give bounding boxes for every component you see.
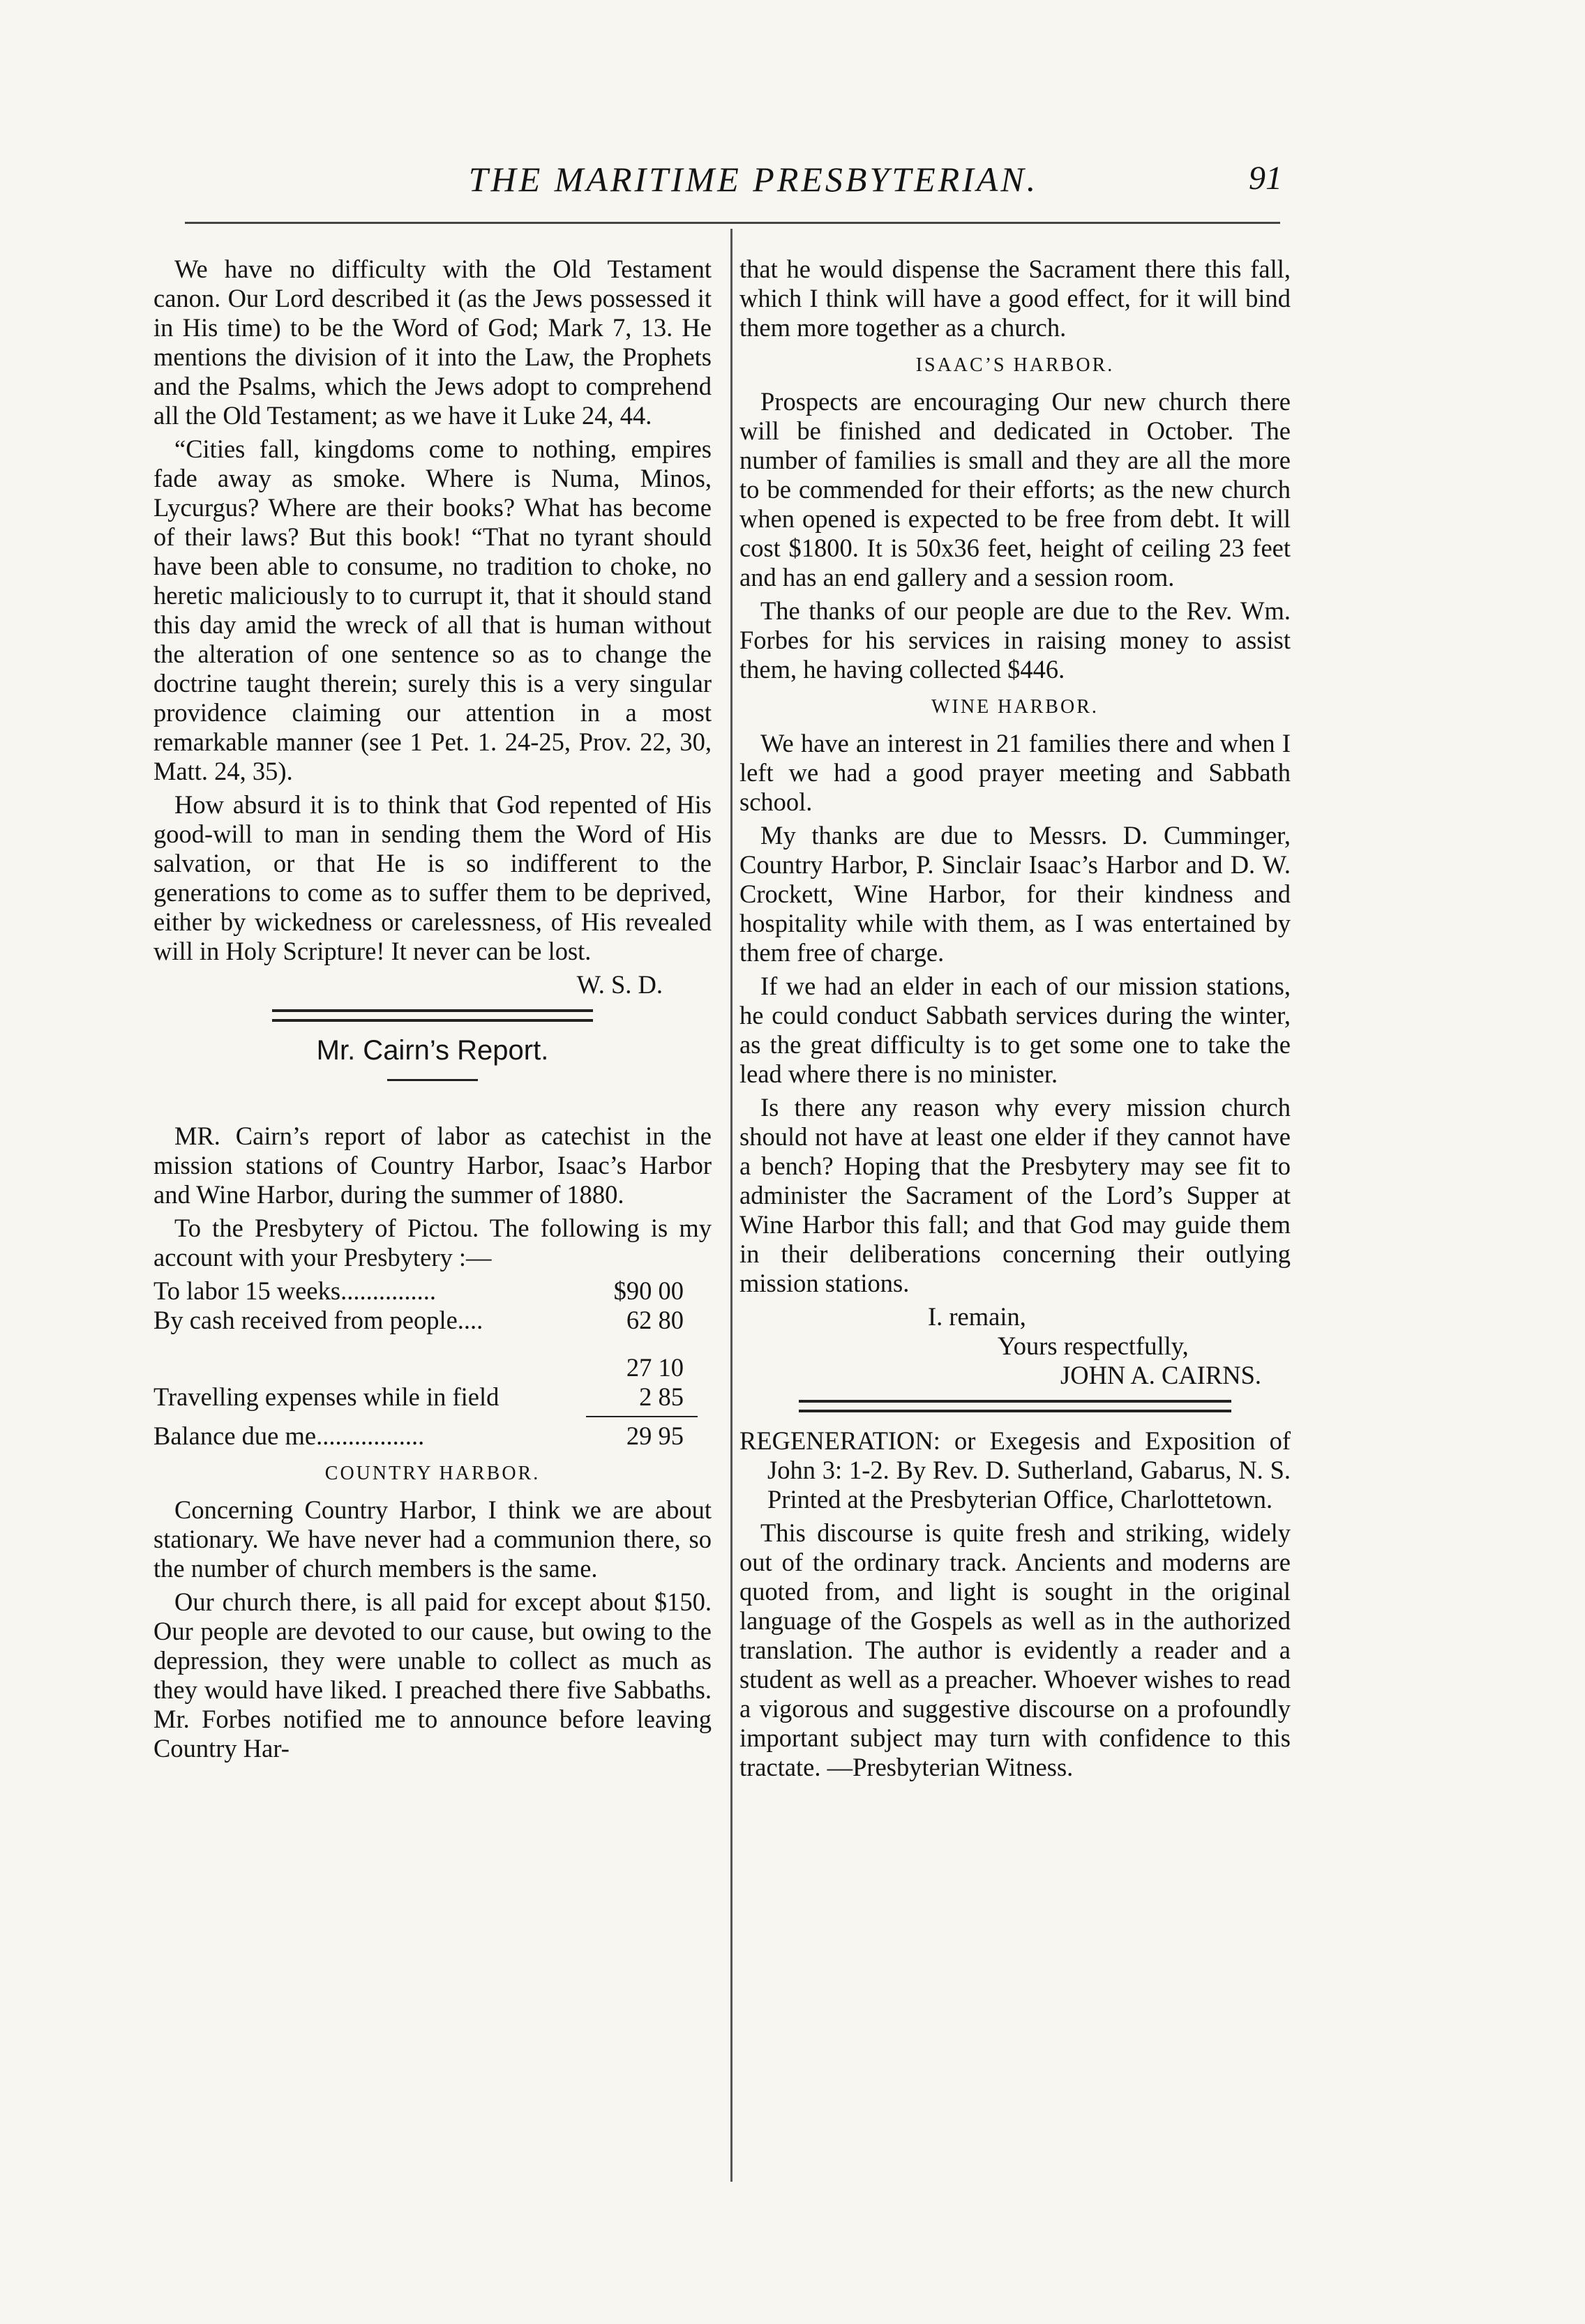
account-label: Balance due me................. [153, 1421, 425, 1450]
paragraph: that he would dispense the Sacrament there this fall, which I think will have a good effect, for it will bind them more together as a church. [739, 255, 1291, 342]
account-row [153, 1382, 698, 1412]
account-label: To labor 15 weeks............... [153, 1276, 436, 1305]
account-amount: $90 00 [613, 1276, 684, 1305]
letter-closing [739, 1302, 1291, 1390]
subsection-heading: WINE HARBOR. [931, 696, 1099, 718]
account-label: By cash received from people.... [153, 1306, 483, 1334]
signature: W. S. D. [576, 970, 663, 999]
account-amount: 2 85 [639, 1382, 684, 1411]
section-heading: Mr. Cairn’s Report. [316, 1035, 549, 1066]
closing-line: I. remain, [928, 1302, 1026, 1331]
subsection-heading: ISAAC’S HARBOR. [915, 354, 1115, 376]
report-intro: MR. Cairn’s report of labor as catechist in the mission stations of Country Harbor, Isaac’s Harbor and Wine Harbor, during the summer of 1880. [153, 1122, 712, 1209]
short-divider [387, 1079, 478, 1081]
paragraph: The thanks of our people are due to the Rev. Wm. Forbes for his services in raising money to assist them, he having collected $446. [739, 596, 1291, 684]
page-header [0, 159, 1585, 201]
account-row [153, 1306, 698, 1335]
paragraph: This discourse is quite fresh and striking, widely out of the ordinary track. Ancients and moderns are quoted from, and light is sought in the original language of the Gospels as well as in the authorized translation. The author is evidently a reader and a student as well as a preacher. Whoever wishes to read a vigorous and suggestive discourse on a profoundly important subject may turn with confidence to this tractate. —Presbyterian Witness. [739, 1518, 1291, 1781]
paragraph: My thanks are due to Messrs. D. Cumminger, Country Harbor, P. Sinclair Isaac’s Harbor and D. W. Crockett, Wine Harbor, for their kindness and hospitality while with them, as I was entertained by them free of charge. [739, 821, 1291, 967]
paragraph: “Cities fall, kingdoms come to nothing, empires fade away as smoke. Where is Numa, Minos, Lycurgus? Where are their books? What has become of their laws? But this book! “That no tyrant should have been able to consume, no tradition to choke, no heretic maliciously to to currupt it, that it should stand this day amid the wreck of all that is human without the alteration of one sentence so as to change the doctrine taught therein; surely this is a very singular providence claiming our attention in a most remarkable manner (see 1 Pet. 1. 24-25, Prov. 22, 30, Matt. 24, 35). [153, 435, 712, 785]
column-divider [730, 229, 733, 2182]
header-rule [185, 222, 1280, 224]
paragraph: How absurd it is to think that God repented of His good-will to man in sending them the Word of His salvation, or that He is so indifferent to the generations to come as to suffer them to be deprived, either by wickedness or carelessness, of His revealed will in Holy Scripture! It never can be lost. [153, 790, 712, 965]
right-column [739, 255, 1291, 1786]
section-divider [799, 1400, 1231, 1412]
account-amount: 62 80 [626, 1306, 684, 1334]
subsection-heading: COUNTRY HARBOR. [324, 1463, 541, 1484]
spacer [153, 1335, 698, 1353]
left-column [153, 255, 712, 1767]
review-citation: REGENERATION: or Exegesis and Exposition of John 3: 1-2. By Rev. D. Sutherland, Gabarus, N. S. Printed at the Presbyterian Office, Charlottetown. [739, 1426, 1291, 1514]
closing-line: Yours respectfully, [998, 1331, 1189, 1360]
paragraph: Is there any reason why every mission church should not have at least one elder if they cannot have a bench? Hoping that the Presbytery may see fit to administer the Sacrament of the Lord’s Supper at Wine Harbor this fall; and that God may guide them in their deliberations concerning their outlying mission stations. [739, 1093, 1291, 1297]
paragraph: We have an interest in 21 families there and when I left we had a good prayer meeting and Sabbath school. [739, 729, 1291, 816]
report-address: To the Presbytery of Pictou. The following is my account with your Presbytery :— [153, 1214, 712, 1272]
account-row [153, 1353, 698, 1382]
paragraph: Our church there, is all paid for except about $150. Our people are devoted to our cause, but owing to the depression, they were unable to collect as much as they would have liked. I preached there five Sabbaths. Mr. Forbes notified me to announce before leaving Country Har- [153, 1587, 712, 1763]
running-title: THE MARITIME PRESBYTERIAN. [468, 160, 1039, 199]
paragraph: We have no difficulty with the Old Testament canon. Our Lord described it (as the Jews possessed it in His time) to be the Word of God; Mark 7, 13. He mentions the division of it into the Law, the Prophets and the Psalms, which the Jews adopt to comprehend all the Old Testament; as we have it Luke 24, 44. [153, 255, 712, 430]
account-amount: 29 95 [626, 1421, 684, 1450]
sum-rule [586, 1416, 698, 1417]
account-table [153, 1276, 698, 1451]
closing-name: JOHN A. CAIRNS. [1060, 1361, 1261, 1389]
account-subtotal: 27 10 [626, 1353, 684, 1382]
paragraph: Concerning Country Harbor, I think we are about stationary. We have never had a communion there, so the number of church members is the same. [153, 1495, 712, 1583]
account-row [153, 1421, 698, 1451]
page-number: 91 [1249, 160, 1282, 197]
account-label: Travelling expenses while in field [153, 1382, 499, 1411]
book-review [739, 1426, 1291, 1782]
paragraph: If we had an elder in each of our mission stations, he could conduct Sabbath services during the winter, as the great difficulty is to get some one to take the lead where there is no minister. [739, 972, 1291, 1088]
account-row [153, 1276, 698, 1306]
paragraph: Prospects are encouraging Our new church there will be finished and dedicated in October. The number of families is small and they are all the more to be commended for their efforts; as the new church when opened is expected to be free from debt. It will cost $1800. It is 50x36 feet, height of ceiling 23 feet and has an end gallery and a session room. [739, 387, 1291, 591]
section-divider [272, 1009, 593, 1022]
